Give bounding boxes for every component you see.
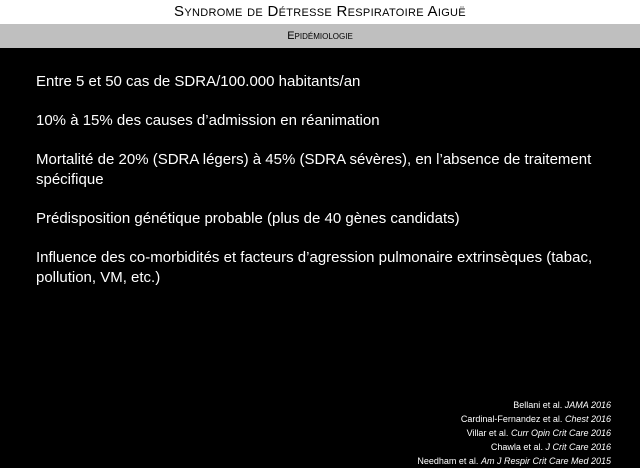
reference-item: [351, 454, 611, 468]
references: [351, 398, 611, 468]
bullet-item: Prédisposition génétique probable (plus de 40 gènes candidats): [36, 210, 460, 227]
reference-item: [351, 426, 611, 440]
section-header: Epidémiologie: [0, 24, 640, 48]
reference-authors: Villar et al.: [466, 428, 509, 438]
reference-item: [351, 440, 611, 454]
bullet-item: Entre 5 et 50 cas de SDRA/100.000 habitants/an: [36, 73, 361, 90]
reference-authors: Cardinal-Fernandez et al.: [460, 414, 563, 424]
reference-item: [351, 398, 611, 412]
reference-authors: Needham et al.: [417, 456, 479, 466]
bullet-item: Influence des co-morbidités et facteurs d’agression pulmonaire extrinsèques (tabac, pollution, VM, etc.): [36, 249, 593, 286]
slide-title: Syndrome de Détresse Respiratoire Aiguë: [0, 0, 640, 24]
reference-journal: Chest 2016: [564, 414, 611, 424]
bullet-list: [36, 72, 596, 307]
reference-authors: Chawla et al.: [490, 442, 543, 452]
reference-journal: Curr Opin Crit Care 2016: [510, 428, 611, 438]
bullet-item: Mortalité de 20% (SDRA légers) à 45% (SDRA sévères), en l’absence de traitement spécifique: [36, 151, 592, 188]
reference-journal: J Crit Care 2016: [545, 442, 611, 452]
bullet-item: 10% à 15% des causes d’admission en réanimation: [36, 112, 380, 129]
reference-item: [351, 412, 611, 426]
reference-journal: JAMA 2016: [564, 400, 611, 410]
reference-authors: Bellani et al.: [513, 400, 563, 410]
reference-journal: Am J Respir Crit Care Med 2015: [480, 456, 611, 466]
